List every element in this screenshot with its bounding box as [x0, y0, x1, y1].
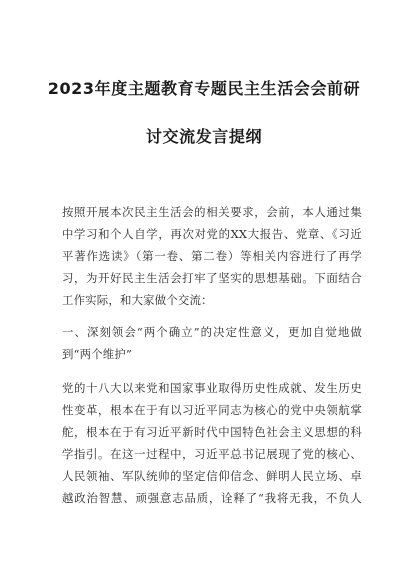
paragraph-line: 党的十八大以来党和国家事业取得历史性成就、发生历史 [62, 381, 362, 395]
paragraph-line: 中学习和个人自学，再次对党的XX大报告、党章、《习近 [62, 227, 362, 241]
paragraph-intro [62, 201, 362, 311]
paragraph-line: 工作实际，和大家做个交流： [62, 293, 213, 307]
paragraph-body [62, 377, 362, 509]
section-heading-1 [62, 321, 362, 365]
paragraph-line: 按照开展本次民主生活会的相关要求，会前，本人通过集 [62, 205, 362, 219]
document-title-line-1: 2023年度主题教育专题民主生活会会前研 [47, 79, 361, 98]
paragraph-line: 习，为开好民主生活会打牢了坚实的思想基础。下面结合 [62, 271, 362, 285]
document-title-line-2: 讨交流发言提纲 [145, 127, 263, 146]
heading-line: 一、深刻领会“两个确立”的决定性意义，更加自觉地做 [62, 325, 362, 339]
paragraph-line: 平著作选读》（第一卷、第二卷）等相关内容进行了再学 [62, 249, 362, 263]
paragraph-line: 越政治智慧、顽强意志品质，诠释了“我将无我，不负人 [62, 491, 362, 505]
paragraph-line: 舵，根本在于有习近平新时代中国特色社会主义思想的科 [62, 425, 362, 439]
paragraph-line: 学指引。在这一过程中，习近平总书记展现了党的核心、 [62, 447, 362, 461]
paragraph-line: 人民领袖、军队统帅的坚定信仰信念、鲜明人民立场、卓 [62, 469, 362, 483]
heading-line: 到“两个维护” [62, 347, 132, 361]
paragraph-line: 性变革，根本在于有以习近平同志为核心的党中央领航掌 [62, 403, 362, 417]
